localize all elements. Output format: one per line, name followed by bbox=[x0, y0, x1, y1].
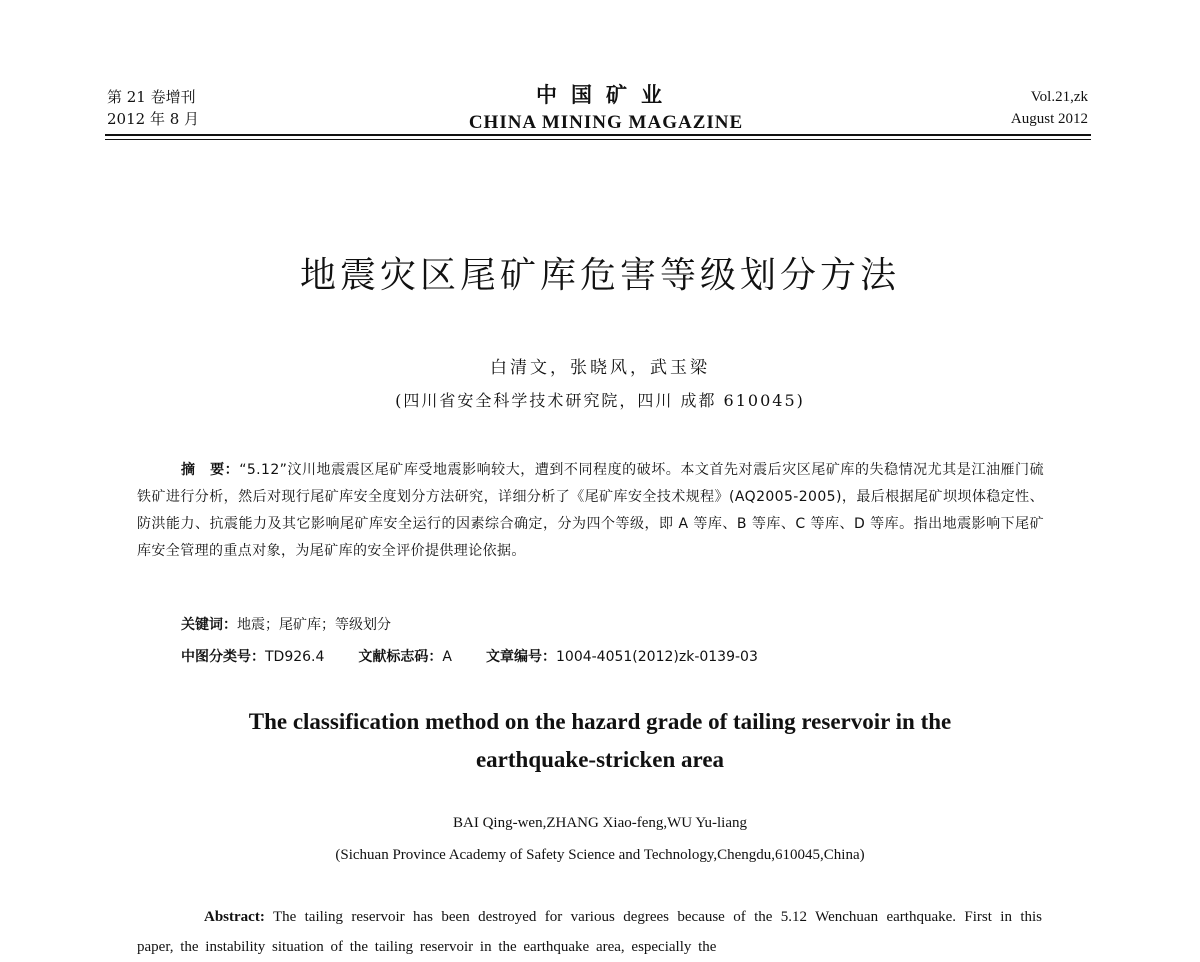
clc-label: 中图分类号： bbox=[181, 649, 265, 665]
affiliation-cn: (四川省安全科学技术研究院，四川 成都 610045) bbox=[395, 391, 805, 410]
paper-title-en bbox=[0, 703, 1200, 779]
keywords-label: 关键词： bbox=[181, 617, 237, 633]
header-volume-en: Vol.21,zk bbox=[1030, 89, 1088, 105]
abstract-en-label: Abstract: bbox=[204, 909, 265, 925]
header-date-en: August 2012 bbox=[1010, 111, 1088, 127]
paper-title-en-line2: earthquake-stricken area bbox=[475, 747, 725, 772]
affiliation-en: (Sichuan Province Academy of Safety Science and Technology,Chengdu,610045,China) bbox=[335, 847, 865, 863]
authors-en: BAI Qing-wen,ZHANG Xiao-feng,WU Yu-liang bbox=[453, 815, 747, 831]
header-rule-thin bbox=[105, 139, 1091, 140]
article-no-value: 1004-4051(2012)zk-0139-03 bbox=[556, 649, 758, 665]
header-rule-thick bbox=[105, 134, 1091, 136]
keywords-cn bbox=[181, 613, 391, 637]
abstract-cn bbox=[137, 457, 1044, 565]
header-date-cn: 2012 年 8 月 bbox=[107, 110, 200, 128]
journal-name-en: CHINA MINING MAGAZINE bbox=[468, 112, 744, 133]
header-right bbox=[1011, 86, 1088, 130]
authors-cn: 白清文，张晓风，武玉梁 bbox=[490, 358, 710, 378]
keywords-text: 地震；尾矿库；等级划分 bbox=[237, 617, 391, 633]
abstract-cn-text: “5.12”汶川地震震区尾矿库受地震影响较大，遭到不同程度的破坏。本文首先对震后灾区尾矿库的失稳情况尤其是江油雁门硫铁矿进行分析，然后对现行尾矿库安全度划分方法研究，详细分析了《尾矿库安全技术规程》(AQ2005-2005)，最后根据尾矿坝坝体稳定性、防洪能力、抗震能力及其它影响尾矿库安全运行的因素综合确定，分为四个等级，即 A 等库、B 等库、C 等库、D 等库。指出地震影响下尾矿库安全管理的重点对象，为尾矿库的安全评价提供理论依据。 bbox=[137, 462, 1045, 559]
paper-title-en-line1: The classification method on the hazard grade of tailing reservoir in the bbox=[248, 709, 952, 734]
header-volume-cn: 第 21 卷增刊 bbox=[107, 88, 196, 106]
clc-value: TD926.4 bbox=[265, 649, 325, 665]
journal-name-cn: 中国矿业 bbox=[536, 83, 676, 107]
doc-code-value: A bbox=[442, 649, 452, 665]
abstract-cn-label: 摘 要： bbox=[181, 462, 240, 478]
doc-code-label: 文献标志码： bbox=[358, 649, 443, 665]
classification-line bbox=[181, 645, 758, 669]
article-no-label: 文章编号： bbox=[486, 649, 556, 665]
paper-title-cn: 地震灾区尾矿库危害等级划分方法 bbox=[299, 255, 900, 296]
abstract-en bbox=[137, 902, 1042, 962]
abstract-en-text: The tailing reservoir has been destroyed for various degrees because of the 5.12 Wenchuan earthquake. First in this paper, the instability situation of the tailing reservoir in the earthquake area, especially the bbox=[137, 909, 1042, 955]
